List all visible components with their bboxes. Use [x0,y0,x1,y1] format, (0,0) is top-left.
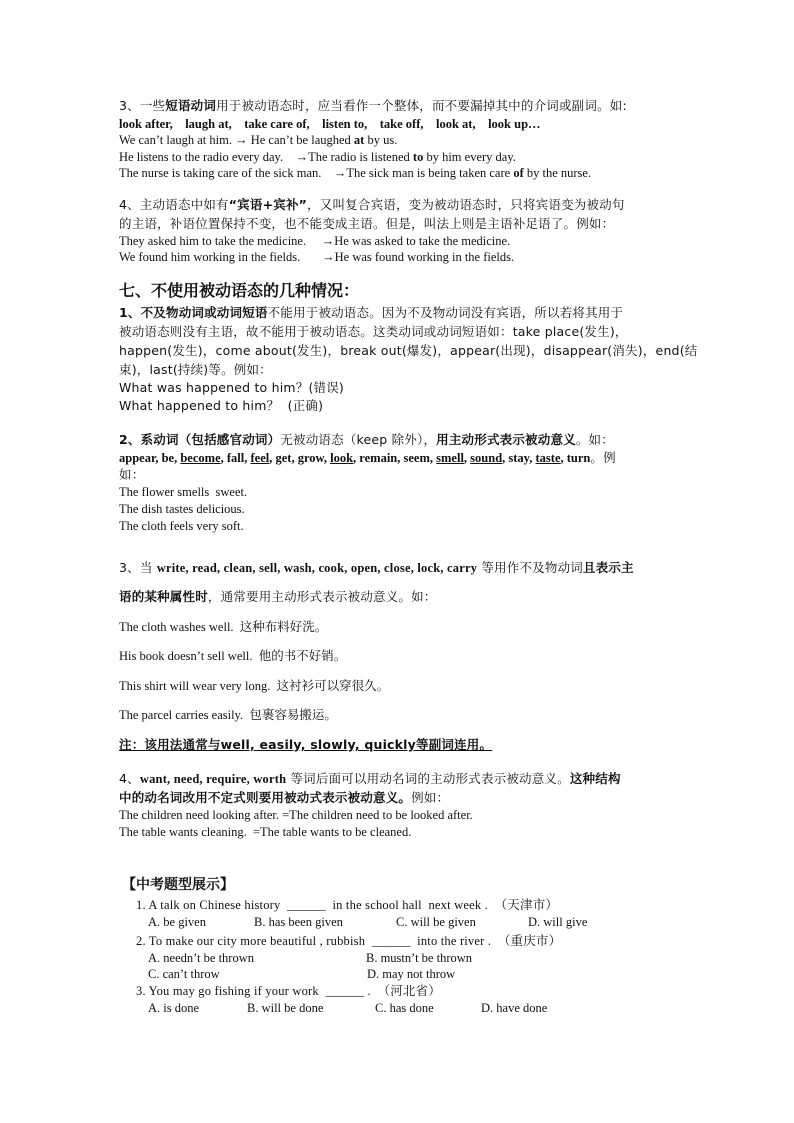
section-seven-heading: 七、不使用被动语态的几种情况： [119,281,360,300]
q3-option-b: B. will be done [247,1001,324,1015]
p4-l2-end: 例如： [411,790,450,805]
exam-heading: 【中考题型展示】 [122,877,234,893]
question-1-options [148,914,648,930]
s4-l1-a: 4、主动语态中如有 [119,197,229,212]
q3-option-c: C. has done [375,1001,434,1015]
p4-line-2 [119,790,449,806]
p3-l1-verbs: write, read, clean, sell, wash, cook, open, close, lock, carry [156,561,478,575]
p2-line-1 [119,432,614,448]
p3-note: 注：该用法通常与well, easily, slowly, quickly等副词连用。 [119,737,493,752]
s3-ex2-a: He listens to the radio every day. →The radio is listened [119,150,413,164]
p2-example-3: The cloth feels very soft. [119,519,244,533]
p3-line-1 [119,560,634,576]
p3-example-1: The cloth washes well. 这种布料好洗。 [119,620,328,634]
s3-ex2-c: by him every day. [423,150,516,164]
s3-ex2-b: to [412,150,424,164]
p3-l2-a: 语的某种属性时 [119,589,208,604]
s3-phrase-list: look after, laugh at, take care of, listen to, take off, look at, look up… [119,117,541,131]
verb: look [330,451,354,465]
verb: stay [508,451,530,465]
p3-l1-a: 3、当 [119,560,157,575]
s3-ex1-c: by us. [364,133,398,147]
p1-line-4: 束)，last(持续)等。例如： [119,362,272,377]
p3-l1-c: 且表示主 [582,560,634,575]
p1-line-3: happen(发生)，come about(发生)，break out(爆发)，appear(出现)，disappear(消失)，end(结 [119,343,698,358]
s3-intro-bold: 短语动词 [165,98,217,113]
p2-l1-end: 。如： [575,432,614,447]
q3-option-d: D. have done [481,1001,548,1015]
p1-l1-bold: 1、不及物动词或动词短语 [119,305,268,320]
verb: fall [226,451,245,465]
s4-l1-c: ，又叫复合宾语，变为被动语态时，只将宾语变为被动句 [307,197,625,212]
question-3-options [148,1000,648,1016]
s4-l1-b: “宾语+宾补” [228,197,308,212]
p2-verb-list: appear, be, become, fall, feel, get, grow, look, remain, seem, smell, sound, stay, taste, turn。例 [119,450,616,465]
s3-ex3-b: of [513,166,524,180]
s3-example-3 [119,165,591,181]
verb: become [180,451,221,465]
p2-l1-bold2: 用主动形式表示被动意义 [436,432,576,447]
verb: get [275,451,292,465]
verb: taste [535,451,561,465]
s4-example-1: They asked him to take the medicine. →He was asked to take the medicine. [119,234,511,248]
s3-intro-b: 用于被动语态时，应当看作一个整体，而不要漏掉其中的介词或副词。如: [216,98,627,113]
verb: sound [470,451,503,465]
p1-line-1 [119,305,623,321]
s4-line-2: 的主语，补语位置保持不变，也不能变成主语。但是，叫法上则是主语补足语了。例如： [119,216,615,231]
p1-l1-rest: 不能用于被动语态。因为不及物动词没有宾语，所以若将其用于 [267,305,624,320]
q2-option-a: A. needn’t be thrown [148,951,254,965]
p2-example-2: The dish tastes delicious. [119,502,245,516]
p3-line-2 [119,589,437,605]
p4-l1-verbs: want, need, require, worth [139,772,287,786]
q2-option-c: C. can’t throw [148,967,220,981]
s4-line-1 [119,197,625,213]
s3-example-1 [119,132,397,148]
q1-option-c: C. will be given [396,915,476,929]
q2-option-d: D. may not throw [367,967,456,981]
verb: remain [359,451,398,465]
q1-option-a: A. be given [148,915,206,929]
verb: smell [436,451,464,465]
s3-ex3-c: by the nurse. [523,166,592,180]
p1-example-2: What happened to him？ (正确) [119,398,324,413]
s3-example-2 [119,149,516,165]
question-2-options-row-1 [148,950,648,966]
verb: feel [250,451,270,465]
p2-l1-mid: 无被动语态（keep 除外）， [280,432,437,447]
p4-l1-a: 4、 [119,771,140,786]
s3-ex1-b: at [353,133,365,147]
verb: turn [566,451,591,465]
p4-l1-c: 这种结构 [569,771,621,786]
p4-l2-bold: 中的动名词改用不定式则要用被动式表示被动意义。 [119,790,412,805]
p2-verbs-end: 。例 [590,450,616,465]
s3-intro-a: 3、一些 [119,98,166,113]
q1-option-b: B. has been given [254,915,343,929]
verb: appear [119,451,156,465]
p2-l1-bold: 2、系动词（包括感官动词） [119,432,281,447]
p3-l2-b: ，通常要用主动形式表示被动意义。如： [207,589,437,604]
q3-option-a: A. is done [148,1001,200,1015]
p4-example-2: The table wants cleaning. =The table wants to be cleaned. [119,825,412,839]
verb: be [161,451,175,465]
s4-example-2: We found him working in the fields. →He was found working in the fields. [119,250,515,264]
verb: seem [403,451,430,465]
p4-example-1: The children need looking after. =The children need to be looked after. [119,808,473,822]
verb: grow [297,451,324,465]
question-1: 1. A talk on Chinese history ______ in the school hall next week . （天津市） [136,898,559,912]
q1-option-d: D. will give [528,915,588,929]
s3-ex1-a: We can’t laugh at him. → He can’t be laughed [119,133,354,147]
p2-line-3: 如： [119,467,145,482]
q2-option-b: B. mustn’t be thrown [366,951,473,965]
s3-ex3-a: The nurse is taking care of the sick man. →The sick man is being taken care [119,166,514,180]
p3-l1-b: 等用作不及物动词 [477,560,583,575]
question-2-options-row-2 [148,966,648,982]
p4-line-1 [119,771,621,787]
question-3: 3. You may go fishing if your work ______ . （河北省） [136,984,441,998]
p1-line-2: 被动语态则没有主语，故不能用于被动语态。这类动词或动词短语如：take place(发生)， [119,324,628,339]
p3-example-3: This shirt will wear very long. 这衬衫可以穿很久。 [119,679,390,693]
question-2: 2. To make our city more beautiful , rubbish ______ into the river . （重庆市） [136,934,562,948]
p4-l1-b: 等词后面可以用动名词的主动形式表示被动意义。 [286,771,570,786]
p3-example-2: His book doesn’t sell well. 他的书不好销。 [119,649,347,663]
p1-example-1: What was happened to him？(错误) [119,380,344,395]
s3-intro [119,98,627,114]
p3-example-4: The parcel carries easily. 包裹容易搬运。 [119,708,337,722]
p2-example-1: The flower smells sweet. [119,485,248,499]
